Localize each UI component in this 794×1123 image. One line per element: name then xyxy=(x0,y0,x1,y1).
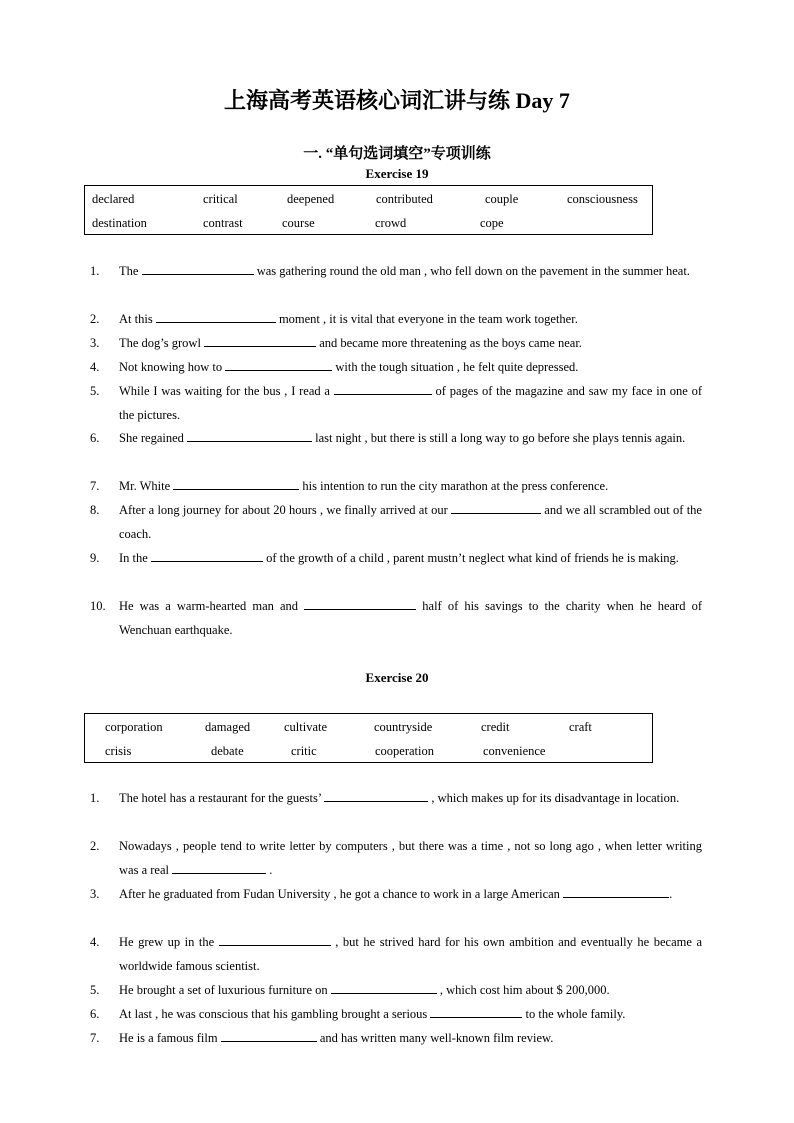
word-bank-item: credit xyxy=(481,720,510,734)
question-item: 4. Not knowing how to with the tough situation , he felt quite depressed. xyxy=(90,355,702,379)
answer-blank[interactable] xyxy=(173,476,299,490)
word-bank-item: debate xyxy=(211,744,244,758)
word-bank-item: craft xyxy=(569,720,592,734)
answer-blank[interactable] xyxy=(451,500,541,514)
answer-blank[interactable] xyxy=(430,1004,522,1018)
question-item: 6. At last , he was conscious that his gambling brought a serious to the whole family. xyxy=(90,1002,702,1026)
word-bank-item: course xyxy=(282,216,315,230)
word-bank-item: cooperation xyxy=(375,744,435,758)
section-heading: 一. “单句选词填空”专项训练 xyxy=(303,146,491,162)
word-bank-item: critic xyxy=(291,744,317,758)
answer-blank[interactable] xyxy=(324,788,428,802)
word-bank-item: contrast xyxy=(203,216,243,230)
question-item: 4. He grew up in the , but he strived hard for his own ambition and eventually he became a worldwide famous scientist. xyxy=(90,930,702,978)
exercise-19-title: Exercise 19 xyxy=(365,166,429,181)
question-item: 6. She regained last night , but there is still a long way to go before she plays tennis again. xyxy=(90,426,702,450)
word-bank-item: contributed xyxy=(376,192,433,206)
word-bank-item: convenience xyxy=(483,744,546,758)
word-bank-item: cultivate xyxy=(284,720,328,734)
answer-blank[interactable] xyxy=(156,309,276,323)
word-bank-20 xyxy=(84,713,653,763)
word-bank-item: couple xyxy=(485,192,519,206)
word-bank-item: crisis xyxy=(105,744,132,758)
question-item: 3. After he graduated from Fudan University , he got a chance to work in a large American . xyxy=(90,882,702,906)
page-title: 上海高考英语核心词汇讲与练 Day 7 xyxy=(224,88,570,113)
word-bank-item: damaged xyxy=(205,720,251,734)
question-item: 9. In the of the growth of a child , parent mustn’t neglect what kind of friends he is making. xyxy=(90,546,702,570)
answer-blank[interactable] xyxy=(187,428,312,442)
word-bank-item: consciousness xyxy=(567,192,638,206)
answer-blank[interactable] xyxy=(304,596,416,610)
word-bank-19 xyxy=(84,185,653,235)
question-item: 2. At this moment , it is vital that everyone in the team work together. xyxy=(90,307,702,331)
word-bank-item: destination xyxy=(92,216,147,230)
question-item: 2. Nowadays , people tend to write letter by computers , but there was a time , not so long ago , when letter writing was a real . xyxy=(90,839,702,877)
word-bank-item: cope xyxy=(480,216,504,230)
answer-blank[interactable] xyxy=(331,980,437,994)
answer-blank[interactable] xyxy=(219,932,331,946)
word-bank-item: critical xyxy=(203,192,238,206)
answer-blank[interactable] xyxy=(563,884,669,898)
exercise-20-title: Exercise 20 xyxy=(365,670,429,685)
answer-blank[interactable] xyxy=(225,357,332,371)
word-bank-item: crowd xyxy=(375,216,407,230)
word-bank-item: declared xyxy=(92,192,135,206)
answer-blank[interactable] xyxy=(204,333,316,347)
question-item: 7. He is a famous film and has written many well-known film review. xyxy=(90,1026,702,1050)
answer-blank[interactable] xyxy=(151,548,263,562)
question-item: 5. He brought a set of luxurious furniture on , which cost him about $ 200,000. xyxy=(90,978,702,1002)
question-item: 1. The was gathering round the old man , who fell down on the pavement in the summer heat. xyxy=(90,259,702,283)
word-bank-item: corporation xyxy=(105,720,163,734)
question-item: 8. After a long journey for about 20 hours , we finally arrived at our and we all scrambled out of the coach. xyxy=(90,498,702,546)
word-bank-item: deepened xyxy=(287,192,335,206)
answer-blank[interactable] xyxy=(172,860,266,874)
question-item: 3. The dog’s growl and became more threatening as the boys came near. xyxy=(90,331,702,355)
answer-blank[interactable] xyxy=(221,1028,317,1042)
answer-blank[interactable] xyxy=(334,381,432,395)
word-bank-item: countryside xyxy=(374,720,433,734)
answer-blank[interactable] xyxy=(142,261,254,275)
question-item: 5. While I was waiting for the bus , I read a of pages of the magazine and saw my face in one of the pictures. xyxy=(90,379,702,427)
question-item: 7. Mr. White his intention to run the city marathon at the press conference. xyxy=(90,474,702,498)
question-item: 10. He was a warm-hearted man and half of his savings to the charity when he heard of Wenchuan earthquake. xyxy=(90,594,702,642)
question-item: 1. The hotel has a restaurant for the guests’ , which makes up for its disadvantage in location. xyxy=(90,786,702,810)
